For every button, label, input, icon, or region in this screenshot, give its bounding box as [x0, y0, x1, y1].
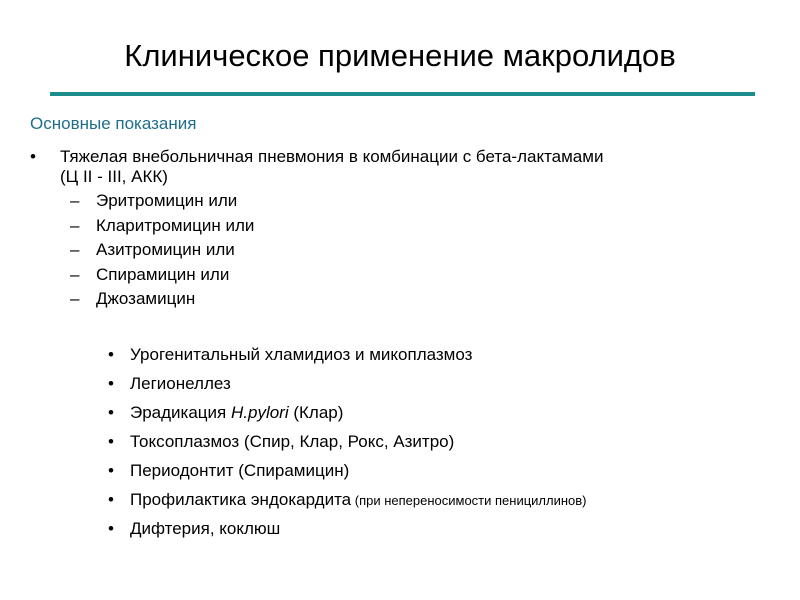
indication-text [130, 489, 587, 512]
indication-text [130, 402, 343, 424]
indication-text: Токсоплазмоз (Спир, Клар, Рокс, Азитро) [130, 432, 455, 451]
bullet-icon: • [108, 490, 114, 509]
bullet-icon: • [30, 147, 36, 166]
indication-text: Дифтерия, коклюш [130, 519, 281, 538]
drug-name: Азитромицин или [96, 240, 235, 259]
indication-text: Легионеллез [130, 374, 231, 393]
pathogen-name: H.pylori [230, 403, 289, 422]
bullet-icon: • [108, 345, 114, 364]
slide-title: Клиническое применение макролидов [124, 38, 676, 73]
indication-main: Профилактика эндокардита [130, 490, 352, 509]
main-indication-text [60, 147, 770, 187]
bullet-icon: • [108, 403, 114, 422]
dash-icon: – [70, 240, 80, 259]
dash-icon: – [70, 215, 80, 235]
bullet-icon: • [108, 432, 114, 451]
drug-name: Эритромицин или [96, 191, 238, 210]
indication-prefix: Эрадикация [130, 403, 231, 422]
indication-suffix: (Клар) [288, 403, 344, 422]
section-subtitle: Основные показания [30, 114, 197, 133]
drug-name: Джозамицин [96, 289, 196, 308]
indication-note: (при непереносимости пенициллинов) [351, 493, 587, 508]
main-indication-line2: (Ц II - III, АКК) [60, 167, 168, 186]
drug-name: Спирамицин или [96, 264, 230, 284]
main-indication-line1: Тяжелая внебольничная пневмония в комбинации с бета-лактамами [60, 147, 604, 166]
bullet-icon: • [108, 461, 114, 480]
drug-name: Кларитромицин или [96, 215, 255, 235]
dash-icon: – [70, 264, 80, 284]
dash-icon: – [70, 191, 80, 210]
indication-text: Урогенитальный хламидиоз и микоплазмоз [130, 345, 473, 364]
indication-text: Периодонтит (Спирамицин) [130, 461, 350, 480]
bullet-icon: • [108, 519, 114, 538]
dash-icon: – [70, 289, 80, 308]
title-divider [50, 92, 755, 96]
bullet-icon: • [108, 374, 114, 393]
